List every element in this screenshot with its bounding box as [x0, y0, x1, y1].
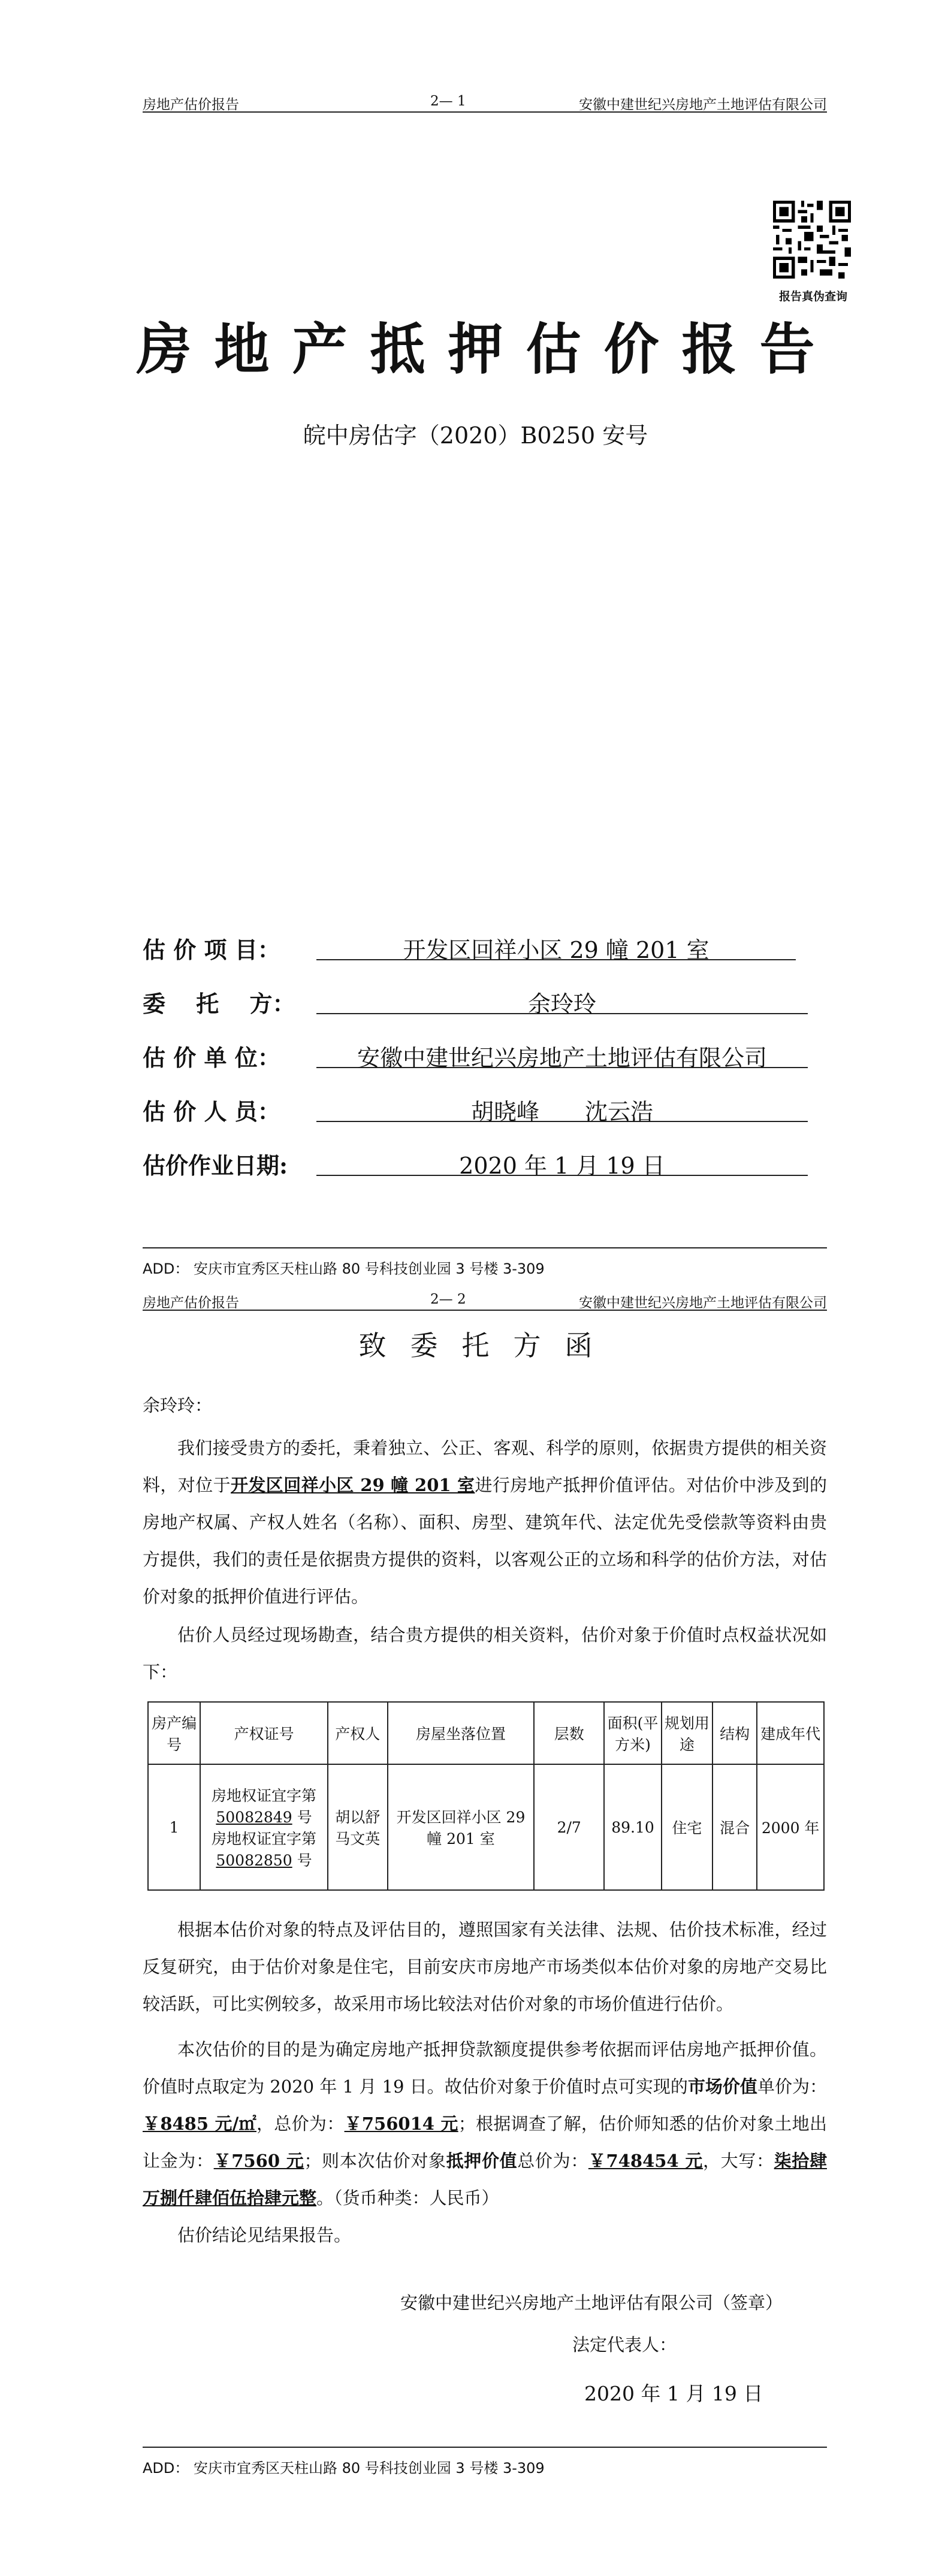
paragraph-commission: [143, 1429, 827, 1615]
table-header-row: [148, 1702, 824, 1764]
page-header: [143, 90, 827, 113]
market-total: ￥756014 元: [344, 2114, 458, 2134]
cell-location: 开发区回祥小区 29 幢 201 室: [388, 1764, 535, 1890]
text: 本次估价的目的是为确定房地产抵押贷款额度提供参考依据而评估房地产抵押价值。价值时点取定为 2020 年 1 月 19 日。故估价对象于价值时点可实现的: [143, 2039, 827, 2097]
text: ；根据调查了解，估价师知悉的估价对象土地出让金为：: [143, 2114, 827, 2171]
cell-use: 住宅: [662, 1764, 713, 1890]
paragraph-method: 根据本估价对象的特点及评估目的，遵照国家有关法律、法规、估价技术标准，经过反复研究，由于估价对象是住宅，目前安庆市房地产市场类似本估价对象的房地产交易比较活跃，可比实例较多，故采用市场比较法对估价对象的市场价值进行估价。: [143, 1919, 827, 2014]
property-address: 开发区回祥小区 29 幢 201 室: [231, 1475, 475, 1495]
field-label: 委 托 方：: [143, 990, 295, 1017]
qr-code-icon[interactable]: [773, 201, 851, 279]
column-header: 规划用途: [662, 1702, 713, 1764]
property-table: [147, 1701, 825, 1891]
cell-area: 89.10: [604, 1764, 662, 1890]
signature-date: 2020 年 1 月 19 日: [584, 2382, 763, 2405]
header-left: 房地产估价报告: [143, 97, 239, 113]
field-label: 估价作业日期:: [143, 1152, 288, 1179]
cell-floors: 2/7: [534, 1764, 604, 1890]
letter-page: [0, 1282, 951, 2576]
cert-text: 号: [292, 1852, 312, 1869]
paragraph-survey: 估价人员经过现场勘查，结合贵方提供的相关资料，估价对象于价值时点权益状况如下：: [143, 1625, 827, 1682]
paragraph-valuation: [143, 2031, 827, 2217]
document-number: 皖中房估字（2020）B0250 安号: [303, 422, 648, 449]
cell-year: 2000 年: [757, 1764, 824, 1890]
page-header: [143, 1288, 827, 1311]
field-value: 2020 年 1 月 19 日: [316, 1147, 808, 1176]
land-fee: ￥7560 元: [213, 2151, 304, 2171]
cell-certificates: [200, 1764, 328, 1890]
table-row: [148, 1764, 824, 1890]
letter-title: 致委托方函: [358, 1329, 617, 1362]
field-value: 胡晓峰 沈云浩: [316, 1093, 808, 1122]
cell-owner: 胡以舒马文英: [328, 1764, 388, 1890]
text: 总价为：: [517, 2151, 588, 2171]
signature-company: 安徽中建世纪兴房地产土地评估有限公司（签章）: [400, 2293, 783, 2313]
field-value: 开发区回祥小区 29 幢 201 室: [316, 932, 796, 960]
header-company: 安徽中建世纪兴房地产土地评估有限公司: [579, 1295, 827, 1311]
column-header: 面积(平方米): [604, 1702, 662, 1764]
cell-number: 1: [148, 1764, 200, 1890]
cell-structure: 混合: [713, 1764, 757, 1890]
text: 单价为：: [757, 2076, 827, 2097]
header-page-number: 2— 1: [430, 93, 466, 109]
signature-representative: 法定代表人：: [572, 2335, 677, 2355]
footer-address: ADD： 安庆市宜秀区天柱山路 80 号科技创业园 3 号楼 3-309: [143, 1260, 545, 1277]
cert-text: 房地权证宜字第: [211, 1787, 316, 1804]
field-label: 估 价 单 位：: [143, 1044, 280, 1071]
cert-text: 号: [292, 1809, 312, 1826]
column-header: 产权证号: [200, 1702, 328, 1764]
qr-caption: 报告真伪查询: [778, 290, 847, 303]
text: ，大写：: [703, 2151, 774, 2171]
text: 进行房地产抵押价值评估。对估价中涉及到的房地产权属、产权人姓名（名称）、面积、房型、建筑年代、法定优先受偿款等资料由贵方提供，我们的责任是依据贵方提供的资料，以客观公正的立场和科学的估价方法，对估价对象的抵押价值进行评估。: [143, 1475, 827, 1607]
footer-address: ADD： 安庆市宜秀区天柱山路 80 号科技创业园 3 号楼 3-309: [143, 2460, 545, 2477]
field-label: 估 价 人 员：: [143, 1098, 280, 1125]
text-bold: 抵押价值: [446, 2151, 518, 2171]
column-header: 结构: [713, 1702, 757, 1764]
cert-number: 50082849: [216, 1809, 292, 1826]
field-value: 安徽中建世纪兴房地产土地评估有限公司: [316, 1039, 808, 1068]
footer-rule: [143, 1247, 827, 1248]
header-page-number: 2— 2: [430, 1292, 466, 1307]
column-header: 建成年代: [757, 1702, 824, 1764]
text: ，总价为：: [256, 2114, 345, 2134]
text: 我们接受贵方的委托，秉着独立、公正、客观、科学的原则，依据贵方提供的相关资料，对位于: [143, 1438, 827, 1495]
amount-in-words: 柒拾肆万捌仟肆佰伍拾肆元整: [143, 2151, 827, 2208]
text-bold: 市场价值: [687, 2076, 757, 2097]
field-value: 余玲玲: [316, 985, 808, 1014]
cert-number: 50082850: [216, 1852, 292, 1869]
header-company: 安徽中建世纪兴房地产土地评估有限公司: [579, 97, 827, 113]
column-header: 房产编号: [148, 1702, 200, 1764]
cover-page: [0, 0, 951, 1282]
column-header: 产权人: [328, 1702, 388, 1764]
field-label: 估 价 项 目：: [143, 936, 280, 963]
paragraph-conclusion: 估价结论见结果报告。: [177, 2225, 352, 2245]
footer-rule: [143, 2447, 827, 2448]
salutation: 余玲玲：: [143, 1395, 213, 1416]
cert-text: 房地权证宜字第: [211, 1830, 316, 1848]
text: ；则本次估价对象: [304, 2151, 446, 2171]
mortgage-total: ￥748454 元: [588, 2151, 704, 2171]
text: 。（货币种类：人民币）: [316, 2188, 499, 2208]
column-header: 层数: [534, 1702, 604, 1764]
header-left: 房地产估价报告: [143, 1295, 239, 1311]
report-title: 房地产抵押估价报告: [136, 317, 838, 382]
unit-price: ￥8485 元/㎡: [143, 2114, 256, 2134]
column-header: 房屋坐落位置: [388, 1702, 535, 1764]
